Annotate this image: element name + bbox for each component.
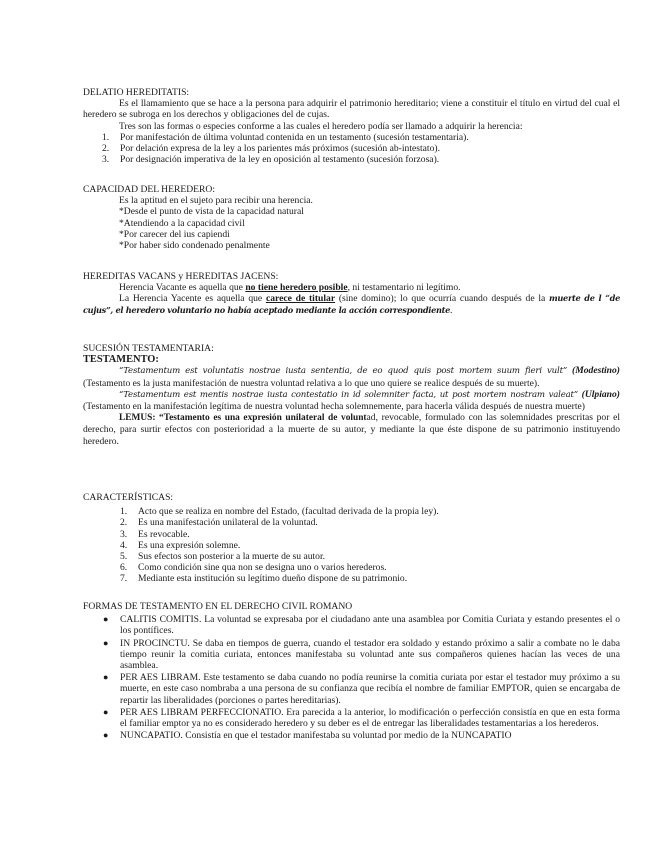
section-title-capacidad: CAPACIDAD DEL HEREDERO: bbox=[83, 184, 216, 195]
emphasis-carece-titular: carece de titular bbox=[265, 293, 336, 305]
section-delatio bbox=[83, 87, 620, 165]
bullet-icon: ● bbox=[103, 730, 109, 741]
delatio-list bbox=[83, 132, 620, 166]
list-item: 3. Por designación imperativa de la ley en oposición al testamento (sucesión forzosa). bbox=[102, 154, 440, 166]
section-title-hereditas: HEREDITAS VACANS y HEREDITAS JACENS: bbox=[83, 271, 279, 282]
section-title-sucesion: SUCESIÓN TESTAMENTARIA: bbox=[83, 343, 214, 354]
bullet-icon: ● bbox=[103, 672, 109, 683]
caracteristicas-list bbox=[83, 506, 620, 584]
bullet-icon: ● bbox=[103, 637, 109, 648]
list-item: 7. Mediante esta institución su legítimo dueño dispone de su patrimonio. bbox=[120, 573, 408, 585]
list-item: 2. Por delación expresa de la ley a los parientes más próximos (sucesión ab-intestato). bbox=[102, 143, 440, 155]
section-capacidad bbox=[83, 184, 620, 251]
list-item: ● NUNCAPATIO. Consistía en que el testador manifestaba su voluntad por medio de la NUNCAPATIO bbox=[103, 730, 512, 742]
section-caracteristicas bbox=[83, 492, 620, 585]
capacidad-line: *Por carecer del ius capiendi bbox=[119, 228, 230, 240]
formas-list bbox=[83, 614, 620, 741]
delatio-paragraph-2: Tres son las formas o especies conforme a las cuales el heredero podía ser llamado a adquirir la herencia: bbox=[119, 120, 523, 132]
quote-ulpiano: “Testamentum est mentis nostrae iusta contestatio in id solemniter facta, ut post mortem nostram valeat” (Ulpiano) (Testamento en la manifestación legítima de nuestra voluntad hecha solemnemente, para hacerla válida después de nuestra muerte) bbox=[83, 388, 620, 413]
section-title-delatio: DELATIO HEREDITATIS: bbox=[83, 87, 190, 98]
hereditas-paragraph-1: Herencia Vacante es aquella que no tiene heredero posible, ni testamentario ni legítimo. bbox=[119, 282, 461, 294]
list-item: 1. Por manifestación de última voluntad contenida en un testamento (sucesión testamentaria). bbox=[102, 131, 469, 143]
definition-lemus: LEMUS: “Testamento es una expresión unilateral de voluntad, revocable, formulado con las solemnidades prescritas por el derecho, para surtir efectos con posterioridad a la muerte de su autor, y mediante la que éste dispone de su patrimonio instituyendo heredero. bbox=[83, 412, 620, 447]
section-title-formas: FORMAS DE TESTAMENTO EN EL DERECHO CIVIL ROMANO bbox=[83, 601, 353, 612]
list-item: 4. Es una expresión solemne. bbox=[120, 539, 241, 551]
subtitle-testamento: TESTAMENTO: bbox=[83, 354, 159, 366]
list-item: 1. Acto que se realiza en nombre del Estado, (facultad derivada de la propia ley). bbox=[120, 506, 439, 518]
capacidad-line: *Desde el punto de vista de la capacidad natural bbox=[119, 206, 304, 218]
list-item: 2. Es una manifestación unilateral de la voluntad. bbox=[120, 517, 318, 529]
list-item: 5. Sus efectos son posterior a la muerte de su autor. bbox=[120, 551, 326, 563]
capacidad-line: *Atendiendo a la capacidad civil bbox=[119, 217, 245, 229]
bullet-icon: ● bbox=[103, 614, 109, 625]
delatio-paragraph-1: Es el llamamiento que se hace a la persona para adquirir el patrimonio hereditario; viene a constituir el título en virtud del cual el heredero se subroga en los derechos y obligaciones del de cujas. bbox=[83, 98, 620, 121]
list-item: ● PER AES LIBRAM PERFECCIONATIO. Era parecida a la anterior, lo modificación o perfección consistía en que en esta forma el familiar emptor ya no es considerado heredero y su deber es el de entregar las liberalidades testamentarias a los herederos. bbox=[103, 706, 620, 730]
hereditas-paragraph-2: La Herencia Yacente es aquella que carece de titular (sine domino); lo que ocurría cuando después de la muerte de l “de cujus”, el heredero voluntario no había aceptado mediante la acción correspondiente. bbox=[83, 293, 620, 316]
list-item: 3. Es revocable. bbox=[120, 528, 190, 540]
list-item: 6. Como condición sine qua non se designa uno o varios herederos. bbox=[120, 562, 387, 574]
quote-modestino: “Testamentum est voluntatis nostrae iusta sententia, de eo quod quis post mortem suum fieri vult” (Modestino) (Testamento es la justa manifestación de nuestra voluntad relativa a lo que uno quiere se realice después de su muerte). bbox=[83, 365, 620, 389]
list-item: ● PER AES LIBRAM. Este testamento se daba cuando no podía reunirse la comitia curiata por estar el testador muy próximo a su muerte, en este caso nombraba a una persona de su confianza que recibía el nombre de familiar EMPTOR, quien se encargaba de repartir las liberalidades (porciones o partes hereditarias). bbox=[103, 672, 620, 706]
emphasis-no-heredero: no tiene heredero posible bbox=[245, 282, 348, 294]
capacidad-line: Es la aptitud en el sujeto para recibir una herencia. bbox=[119, 195, 313, 207]
section-hereditas bbox=[83, 271, 620, 316]
bullet-icon: ● bbox=[103, 706, 109, 717]
list-item: ● IN PROCINCTU. Se daba en tiempos de guerra, cuando el testador era soldado y estando próximo a salir a combate no le daba tiempo reunir la comitia curiata, entonces manifestaba su voluntad ante sus compañeros quienes hacían las veces de una asamblea. bbox=[103, 637, 620, 672]
section-formas bbox=[83, 601, 620, 742]
section-title-caracteristicas: CARACTERÍSTICAS: bbox=[83, 492, 174, 503]
emphasis-muerte: muerte de l “de cujus”, el heredero voluntario no había aceptado mediante la acción correspondiente bbox=[83, 293, 620, 315]
section-sucesion bbox=[83, 343, 620, 447]
capacidad-line: *Por haber sido condenado penalmente bbox=[119, 240, 270, 252]
list-item: ● CALITIS COMITIS. La voluntad se expresaba por el ciudadano ante una asamblea por Comitia Curiata y estando presentes el o los pontífices. bbox=[103, 614, 620, 637]
